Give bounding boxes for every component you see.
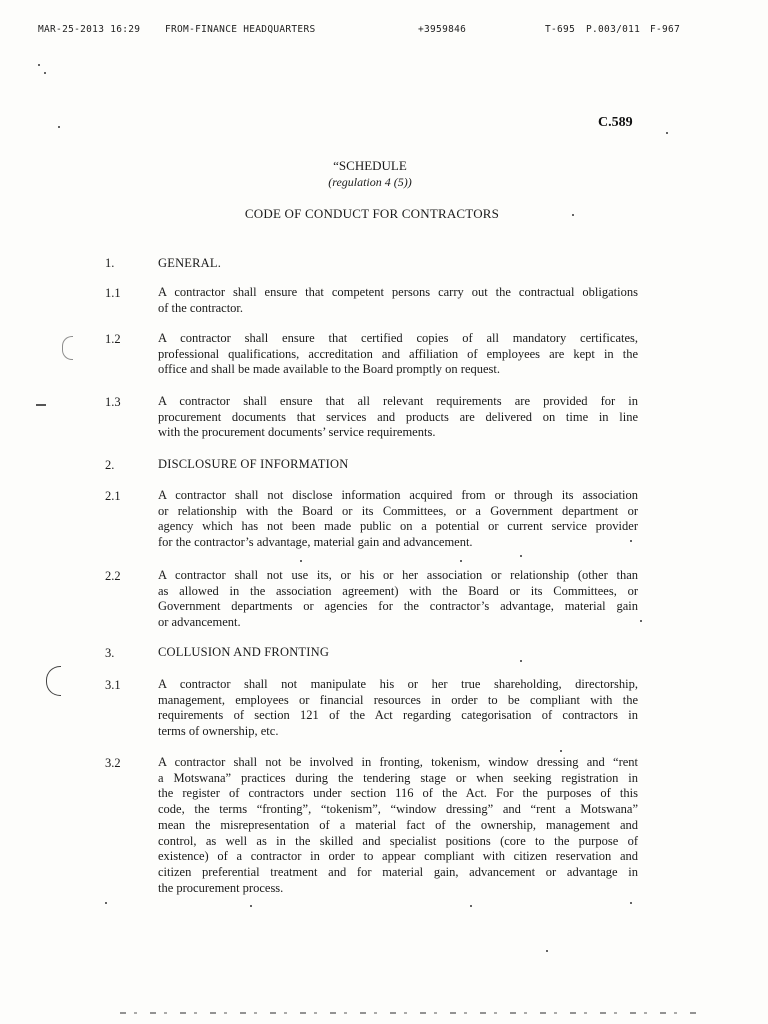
- clause-text: [158, 285, 638, 316]
- clause-line: of the contractor.: [158, 300, 244, 315]
- clause-line: A contractor shall not manipulate his or her true shareholding, directorship,: [158, 677, 638, 691]
- clause-line: agency which has not been made public on a potential or current service provider: [158, 519, 638, 534]
- scan-speck: [666, 132, 668, 134]
- scan-speck: [470, 905, 472, 907]
- clause-line: A contractor shall not use its, or his or her association or relationship (other than: [158, 568, 638, 582]
- clause-line: A contractor shall not disclose information acquired from or through its association: [158, 488, 638, 502]
- scan-speck: [58, 126, 60, 128]
- clause-number: 1.1: [105, 286, 121, 300]
- clause-line: management, employees or financial resources in order to be compliant with the: [158, 692, 638, 707]
- scan-mark: [36, 404, 46, 406]
- fax-page-number: P.003/011: [586, 24, 641, 35]
- section-number: 2.: [105, 458, 115, 472]
- section-number: 3.: [105, 646, 115, 660]
- clause-number: 3.2: [105, 756, 121, 770]
- section-heading: DISCLOSURE OF INFORMATION: [158, 457, 349, 471]
- clause-line: A contractor shall ensure that all relevant requirements are provided for in: [158, 394, 638, 408]
- clause-line: citizen preferential treatment and for material gain, advancement or advantage in: [158, 864, 638, 879]
- scan-speck: [38, 64, 40, 66]
- fax-phone: +3959846: [418, 24, 467, 35]
- scan-speck: [520, 555, 522, 557]
- clause-line: Government departments or agencies for the contractor’s advantage, material gain: [158, 599, 638, 614]
- clause-line: with the procurement documents’ service requirements.: [158, 425, 436, 440]
- scan-speck: [460, 560, 462, 562]
- scan-speck: [520, 660, 522, 662]
- clause-line: A contractor shall ensure that certified copies of all mandatory certificates,: [158, 331, 638, 345]
- clause-number: 1.3: [105, 395, 121, 409]
- clause-line: the register of contractors under section 116 of the Act. For the purposes of this: [158, 786, 638, 801]
- scan-mark: [46, 666, 61, 696]
- scan-edge-noise: [120, 1012, 700, 1014]
- scan-speck: [560, 750, 562, 752]
- scan-speck: [44, 72, 46, 74]
- schedule-title: “SCHEDULE: [333, 158, 407, 173]
- clause-text: [158, 331, 638, 378]
- clause-line: requirements of section 121 of the Act regarding categorisation of contractors in: [158, 708, 638, 723]
- fax-transmission-id: T-695: [545, 24, 576, 35]
- scan-speck: [250, 905, 252, 907]
- clause-line: or advancement.: [158, 615, 241, 630]
- clause-line: procurement documents that services and products are delivered on time in line: [158, 409, 638, 424]
- clause-number: 3.1: [105, 678, 121, 692]
- fax-form-id: F-967: [650, 24, 681, 35]
- scan-speck: [640, 620, 642, 622]
- clause-line: or relationship with the Board or its Committees, or a Government department or: [158, 503, 638, 518]
- clause-line: for the contractor’s advantage, material gain and advancement.: [158, 535, 473, 550]
- clause-line: office and shall be made available to the Board promptly on request.: [158, 362, 501, 377]
- clause-line: a Motswana” practices during the tendering stage or when seeking registration in: [158, 770, 638, 785]
- clause-text: [158, 755, 638, 896]
- scan-speck: [546, 950, 548, 952]
- scan-mark: [62, 336, 73, 360]
- schedule-regulation: (regulation 4 (5)): [328, 175, 412, 189]
- clause-line: mean the misrepresentation of a material fact of the ownership, management and: [158, 817, 638, 832]
- section-heading: COLLUSION AND FRONTING: [158, 645, 330, 659]
- clause-text: [158, 394, 638, 441]
- fax-from: FROM-FINANCE HEADQUARTERS: [165, 24, 316, 35]
- scan-speck: [630, 540, 632, 542]
- scan-speck: [630, 902, 632, 904]
- section-number: 1.: [105, 256, 115, 270]
- clause-line: the procurement process.: [158, 880, 284, 895]
- page-code: C.589: [598, 115, 633, 130]
- clause-text: [158, 677, 638, 740]
- fax-header: [0, 24, 768, 40]
- clause-line: existence) of a contractor in order to appear compliant with citizen reservation and: [158, 849, 638, 864]
- fax-datetime: MAR-25-2013 16:29: [38, 24, 141, 35]
- scan-speck: [572, 214, 574, 216]
- clause-number: 2.2: [105, 569, 121, 583]
- scan-speck: [300, 560, 302, 562]
- clause-number: 1.2: [105, 332, 121, 346]
- clause-text: [158, 568, 638, 631]
- clause-line: control, as well as in the skilled and specialist positions (core to the purpose of: [158, 833, 638, 848]
- clause-line: terms of ownership, etc.: [158, 724, 279, 739]
- clause-line: professional qualifications, accreditation and affiliation of employees are kept in the: [158, 346, 638, 361]
- section-heading: GENERAL.: [158, 256, 222, 270]
- clause-line: A contractor shall not be involved in fronting, tokenism, window dressing and “rent: [158, 755, 638, 769]
- scan-speck: [105, 902, 107, 904]
- clause-text: [158, 488, 638, 551]
- clause-number: 2.1: [105, 489, 121, 503]
- document-title: CODE OF CONDUCT FOR CONTRACTORS: [244, 206, 500, 221]
- clause-line: code, the terms “fronting”, “tokenism”, “window dressing” and “rent a Motswana”: [158, 802, 638, 817]
- clause-line: A contractor shall ensure that competent persons carry out the contractual obligations: [158, 285, 638, 299]
- clause-line: as allowed in the association agreement) with the Board or its Committees, or: [158, 583, 638, 598]
